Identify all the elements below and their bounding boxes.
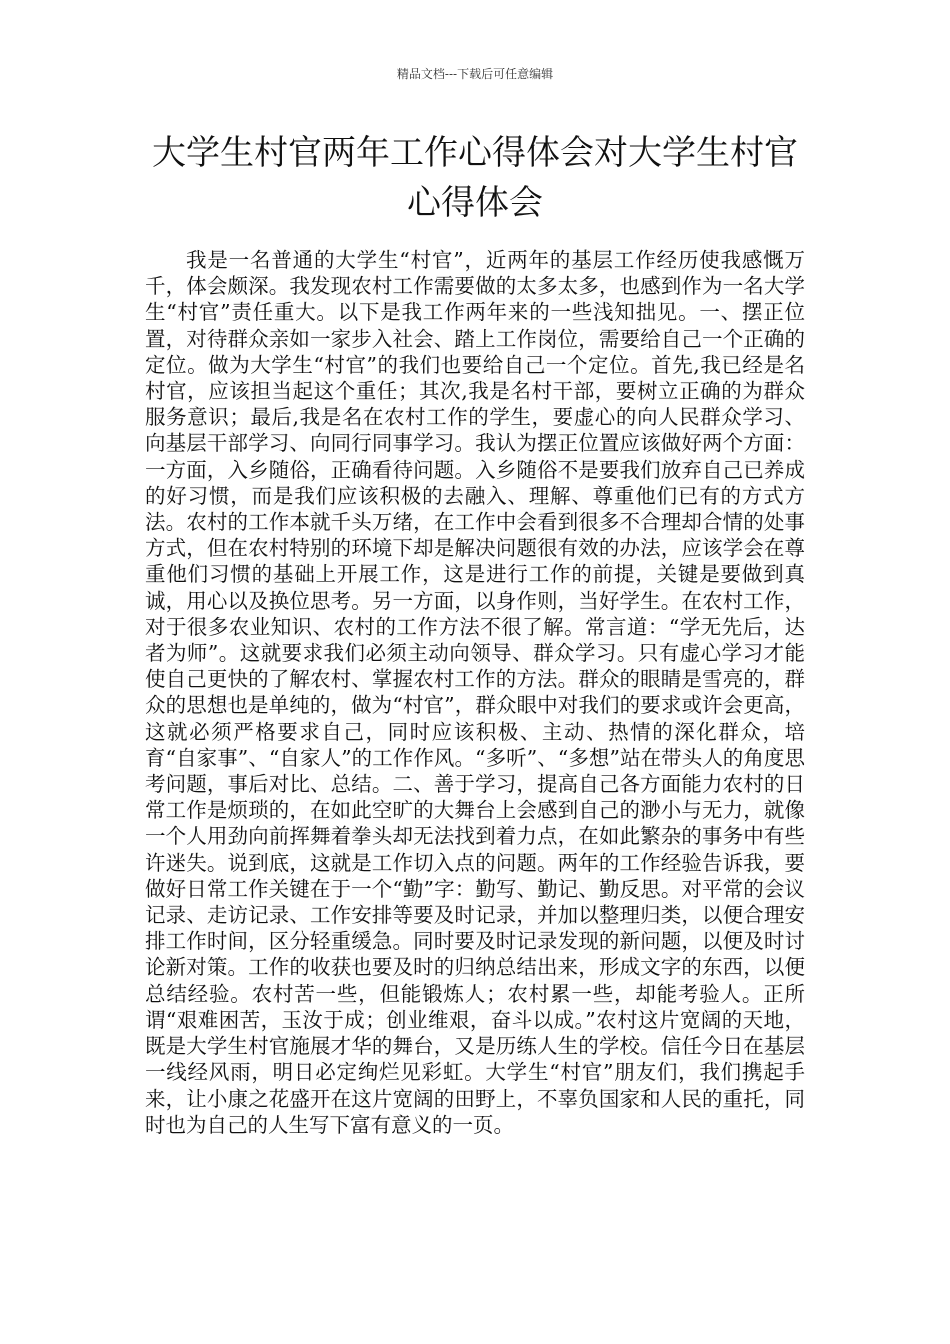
body-paragraph: 我是一名普通的大学生“村官”，近两年的基层工作经历使我感慨万千，体会颇深。我发现农村工作需要做的太多太多，也感到作为一名大学生“村官”责任重大。以下是我工作两年来的一些浅知拙见。一、摆正位置，对待群众亲如一家步入社会、踏上工作岗位，需要给自己一个正确的定位。做为大学生“村官”的我们也要给自己一个定位。首先,我已经是名村官，应该担当起这个重任；其次,我是名村干部，要树立正确的为群众服务意识；最后,我是名在农村工作的学生，要虚心的向人民群众学习、向基层干部学习、向同行同事学习。我认为摆正位置应该做好两个方面：一方面，入乡随俗，正确看待问题。入乡随俗不是要我们放弃自己已养成的好习惯，而是我们应该积极的去融入、理解、尊重他们已有的方式方法。农村的工作本就千头万绪，在工作中会看到很多不合理却合情的处事方式，但在农村特别的环境下却是解决问题很有效的办法，应该学会在尊重他们习惯的基础上开展工作，这是进行工作的前提，关键是要做到真诚，用心以及换位思考。另一方面，以身作则，当好学生。在农村工作，对于很多农业知识、农村的工作方法不很了解。常言道：“学无先后，达者为师”。这就要求我们必须主动向领导、群众学习。只有虚心学习才能使自己更快的了解农村、掌握农村工作的方法。群众的眼睛是雪亮的，群众的思想也是单纯的，做为“村官”，群众眼中对我们的要求或许会更高，这就必须严格要求自己，同时应该积极、主动、热情的深化群众，培育“自家事”、“自家人”的工作作风。“多听”、“多想”站在带头人的角度思考问题，事后对比、总结。二、善于学习，提高自己各方面能力农村的日常工作是烦琐的，在如此空旷的大舞台上会感到自己的渺小与无力，就像一个人用劲向前挥舞着拳头却无法找到着力点，在如此繁杂的事务中有些许迷失。说到底，这就是工作切入点的问题。两年的工作经验告诉我，要做好日常工作关键在于一个“勤”字：勤写、勤记、勤反思。对平常的会议记录、走访记录、工作安排等要及时记录，并加以整理归类，以便合理安排工作时间，区分轻重缓急。同时要及时记录发现的新问题，以便及时讨论新对策。工作的收获也要及时的归纳总结出来，形成文字的东西，以便总结经验。农村苦一些，但能锻炼人；农村累一些，却能考验人。正所谓“艰难困苦，玉汝于成；创业维艰，奋斗以成。”农村这片宽阔的天地，既是大学生村官施展才华的舞台，又是历练人生的学校。信任今日在基层一线经风雨，明日必定绚烂见彩虹。大学生“村官”朋友们，我们携起手来，让小康之花盛开在这片宽阔的田野上，不辜负国家和人民的重托，同时也为自己的人生写下富有意义的一页。 — [145, 248, 805, 1137]
document-title: 大学生村官两年工作心得体会对大学生村官心得体会 — [152, 133, 798, 223]
page-header: 精品文档---下载后可任意编辑 — [396, 67, 554, 81]
